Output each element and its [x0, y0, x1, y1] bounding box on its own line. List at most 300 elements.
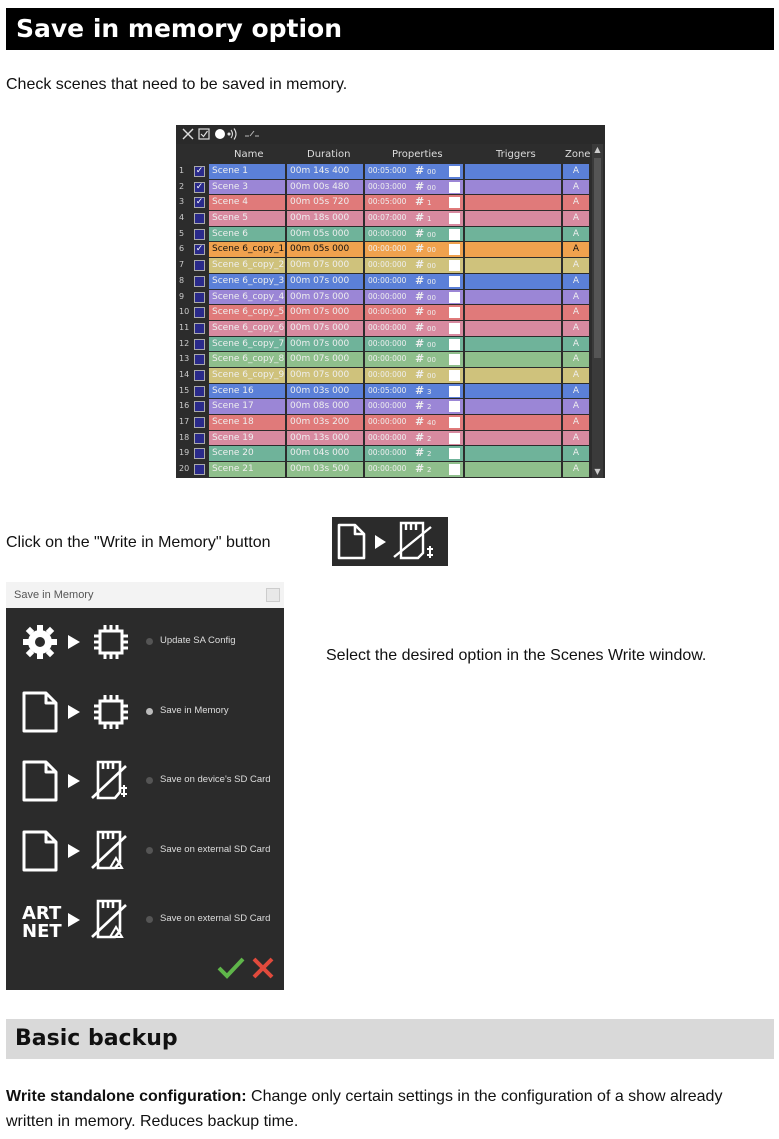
option-save-device-sd[interactable] [6, 752, 284, 812]
save-in-memory-dialog [6, 582, 284, 990]
scene-time: 00:03:000 [368, 181, 407, 191]
row-checkbox[interactable] [194, 213, 205, 224]
scene-duration[interactable]: 00m 08s 000 [287, 399, 363, 414]
hash-icon: # [415, 367, 425, 381]
hash-icon: # [415, 164, 425, 177]
scrollbar-thumb[interactable] [594, 158, 601, 358]
toggle-icon[interactable] [245, 131, 259, 136]
scene-properties[interactable] [365, 164, 463, 179]
artnet-icon: ART [22, 903, 62, 924]
hash-icon: # [415, 305, 425, 319]
scene-name[interactable]: Scene 20 [209, 446, 285, 461]
header-triggers[interactable]: Triggers [496, 149, 536, 160]
scene-triggers[interactable] [465, 368, 561, 383]
file-icon [24, 832, 56, 870]
scene-id: 1 [427, 199, 432, 208]
scene-zone[interactable]: A [563, 352, 589, 367]
color-swatch[interactable] [449, 276, 460, 287]
row-number: 8 [176, 274, 192, 289]
external-sd-icon [92, 901, 126, 937]
artnet-icon-bottom: NET [22, 921, 62, 942]
page-title: Save in memory option [6, 8, 774, 50]
scene-time: 00:00:000 [368, 354, 407, 364]
color-swatch[interactable] [449, 354, 460, 365]
hash-icon: # [415, 415, 425, 428]
color-swatch[interactable] [449, 417, 460, 428]
scene-zone[interactable]: A [563, 195, 589, 210]
hash-icon: # [415, 320, 425, 334]
scene-zone[interactable]: A [563, 337, 589, 352]
scene-triggers[interactable] [465, 462, 561, 477]
radio-save-device-sd[interactable] [146, 777, 153, 784]
scene-triggers[interactable] [465, 305, 561, 320]
color-swatch[interactable] [449, 166, 460, 177]
row-number: 9 [176, 290, 192, 305]
option-label: Save on device's SD Card [160, 774, 271, 785]
scene-id: 00 [427, 262, 436, 271]
table-row[interactable] [176, 462, 591, 478]
hash-icon: # [415, 336, 425, 350]
scene-triggers[interactable] [465, 399, 561, 414]
row-number: 11 [176, 321, 192, 336]
radio-save-external-sd[interactable] [146, 847, 153, 854]
header-zone[interactable]: Zone [565, 149, 591, 160]
color-swatch[interactable] [449, 244, 460, 255]
table-header [176, 144, 605, 164]
color-swatch[interactable] [449, 260, 460, 271]
scene-name[interactable]: Scene 1 [209, 164, 285, 179]
scene-id: 2 [427, 434, 432, 443]
scene-zone[interactable]: A [563, 415, 589, 430]
backup-description [6, 1084, 746, 1134]
scene-name[interactable]: Scene 18 [209, 415, 285, 430]
table-row[interactable] [176, 431, 591, 447]
scene-properties[interactable] [365, 399, 463, 414]
scene-triggers[interactable] [465, 321, 561, 336]
scene-zone[interactable]: A [563, 431, 589, 446]
scene-duration[interactable]: 00m 13s 000 [287, 431, 363, 446]
scene-zone[interactable]: A [563, 399, 589, 414]
radio-save-in-memory[interactable] [146, 708, 153, 715]
scene-name[interactable]: Scene 6_copy_9 [209, 368, 285, 383]
scene-zone[interactable]: A [563, 446, 589, 461]
scene-duration[interactable]: 00m 07s 000 [287, 290, 363, 305]
arrow-right-icon [68, 635, 80, 649]
row-number: 3 [176, 195, 192, 210]
color-swatch[interactable] [449, 292, 460, 303]
scene-id: 2 [427, 450, 432, 459]
row-number: 20 [176, 462, 192, 477]
table-row[interactable] [176, 211, 591, 227]
cancel-x-icon[interactable] [251, 956, 275, 980]
option-label: Save in Memory [160, 705, 229, 716]
color-swatch[interactable] [449, 197, 460, 208]
scene-id: 1 [427, 215, 432, 224]
table-row[interactable] [176, 274, 591, 290]
scene-zone[interactable]: A [563, 227, 589, 242]
row-checkbox[interactable] [194, 370, 205, 381]
hash-icon: # [415, 289, 425, 303]
write-in-memory-button[interactable] [332, 517, 448, 566]
scene-duration[interactable]: 00m 07s 000 [287, 352, 363, 367]
table-row[interactable] [176, 242, 591, 258]
confirm-check-icon[interactable] [216, 956, 246, 980]
table-row[interactable] [176, 258, 591, 274]
scene-id: 00 [427, 293, 436, 302]
scene-time: 00:05:000 [368, 166, 407, 175]
scene-duration[interactable]: 00m 04s 000 [287, 446, 363, 461]
scene-name[interactable]: Scene 4 [209, 195, 285, 210]
scene-name[interactable]: Scene 6_copy_5 [209, 305, 285, 320]
write-instruction: Click on the "Write in Memory" button [6, 534, 271, 551]
table-row[interactable] [176, 321, 591, 337]
row-checkbox[interactable] [194, 464, 205, 475]
table-body [176, 164, 591, 478]
scene-time: 00:00:000 [368, 244, 407, 254]
scene-name[interactable]: Scene 6_copy_7 [209, 337, 285, 352]
scene-properties[interactable] [365, 305, 463, 320]
scene-id: 00 [427, 168, 436, 176]
scene-duration[interactable]: 00m 03s 500 [287, 462, 363, 477]
hash-icon: # [415, 258, 425, 272]
backup-text: Change only certain settings in the configuration of a show already written in memory. Reduces backup time. [6, 1088, 723, 1130]
table-row[interactable] [176, 180, 591, 196]
section-heading: Basic backup [6, 1019, 774, 1059]
scene-triggers[interactable] [465, 274, 561, 289]
arrow-right-icon [68, 913, 80, 927]
scene-triggers[interactable] [465, 446, 561, 461]
scene-duration[interactable]: 00m 14s 400 [287, 164, 363, 179]
scene-duration[interactable]: 00m 03s 000 [287, 384, 363, 399]
scene-properties[interactable] [365, 258, 463, 273]
dialog-close-button[interactable] [266, 588, 280, 602]
scene-duration[interactable]: 00m 00s 480 [287, 180, 363, 195]
scene-properties[interactable] [365, 352, 463, 367]
sd-card-icon [92, 762, 127, 798]
scene-properties[interactable] [365, 446, 463, 461]
scene-triggers[interactable] [465, 352, 561, 367]
table-row[interactable] [176, 446, 591, 462]
hash-icon: # [415, 430, 425, 444]
scene-duration[interactable]: 00m 07s 000 [287, 258, 363, 273]
file-icon [24, 693, 56, 731]
scene-time: 00:00:000 [368, 322, 407, 332]
external-sd-icon [92, 832, 126, 868]
scene-properties[interactable] [365, 431, 463, 446]
scene-duration[interactable]: 00m 05s 720 [287, 195, 363, 210]
scene-name[interactable]: Scene 6 [209, 227, 285, 242]
color-swatch[interactable] [449, 213, 460, 224]
table-row[interactable] [176, 164, 591, 180]
arrow-right-icon [68, 844, 80, 858]
gear-icon [23, 625, 57, 659]
option-label: Update SA Config [160, 635, 236, 646]
row-number: 18 [176, 431, 192, 446]
row-number: 19 [176, 446, 192, 461]
scene-triggers[interactable] [465, 384, 561, 399]
scene-time: 00:00:000 [368, 275, 407, 285]
scene-properties[interactable] [365, 290, 463, 305]
row-checkbox[interactable] [194, 401, 205, 412]
scene-duration[interactable]: 00m 07s 000 [287, 337, 363, 352]
scene-time: 00:00:000 [368, 464, 407, 474]
scene-id: 00 [427, 183, 436, 192]
color-swatch[interactable] [449, 323, 460, 334]
row-checkbox[interactable] [194, 386, 205, 397]
row-checkbox[interactable] [194, 323, 205, 334]
row-checkbox[interactable] [194, 339, 205, 350]
scene-id: 00 [427, 371, 436, 380]
header-properties[interactable]: Properties [392, 149, 443, 160]
scene-id: 3 [427, 387, 432, 396]
row-checkbox[interactable] [194, 417, 205, 428]
scene-name[interactable]: Scene 21 [209, 462, 285, 477]
scene-name[interactable]: Scene 5 [209, 211, 285, 226]
scene-time: 00:05:000 [368, 197, 407, 207]
row-checkbox[interactable] [194, 433, 205, 444]
table-row[interactable] [176, 399, 591, 415]
table-toolbar [176, 125, 605, 144]
scene-time: 00:00:000 [368, 417, 407, 426]
scene-properties[interactable] [365, 180, 463, 195]
row-checkbox[interactable]: ✓ [195, 244, 204, 255]
row-checkbox[interactable]: ✓ [195, 166, 204, 176]
chip-icon [94, 695, 128, 729]
record-icon[interactable] [215, 129, 225, 139]
scene-properties[interactable] [365, 242, 463, 257]
scene-time: 00:05:000 [368, 385, 407, 395]
scene-name[interactable]: Scene 19 [209, 431, 285, 446]
hash-icon: # [415, 195, 425, 209]
scene-triggers[interactable] [465, 431, 561, 446]
option-label: Save on external SD Card [160, 913, 271, 924]
hash-icon: # [415, 462, 425, 476]
scene-triggers[interactable] [465, 180, 561, 195]
arrow-right-icon [375, 535, 386, 549]
header-duration[interactable]: Duration [307, 149, 351, 160]
scene-properties[interactable] [365, 227, 463, 242]
scene-zone[interactable]: A [563, 164, 589, 179]
scene-duration[interactable]: 00m 18s 000 [287, 211, 363, 226]
scene-name[interactable]: Scene 6_copy_1 [209, 242, 285, 257]
scene-name[interactable]: Scene 6_copy_2 [209, 258, 285, 273]
color-swatch[interactable] [449, 229, 460, 240]
hash-icon: # [415, 179, 425, 193]
hash-icon: # [415, 211, 425, 225]
scene-time: 00:00:000 [368, 448, 407, 458]
dialog-title: Save in Memory [6, 582, 284, 608]
scene-duration[interactable]: 00m 07s 000 [287, 274, 363, 289]
hash-icon: # [415, 446, 425, 460]
scene-id: 2 [427, 403, 432, 412]
row-number: 13 [176, 352, 192, 367]
scene-properties[interactable] [365, 337, 463, 352]
scene-name[interactable]: Scene 6_copy_3 [209, 274, 285, 289]
row-number: 10 [176, 305, 192, 320]
scene-zone[interactable]: A [563, 321, 589, 336]
table-row[interactable] [176, 384, 591, 400]
row-checkbox[interactable]: ✓ [195, 181, 204, 192]
color-swatch[interactable] [449, 464, 460, 475]
table-row[interactable] [176, 368, 591, 384]
arrow-right-icon [68, 705, 80, 719]
scene-id: 00 [427, 356, 436, 365]
row-number: 12 [176, 337, 192, 352]
scene-zone[interactable]: A [563, 211, 589, 226]
intro-text: Check scenes that need to be saved in memory. [6, 76, 348, 93]
signal-icon[interactable] [228, 129, 236, 140]
scene-name[interactable]: Scene 16 [209, 384, 285, 399]
row-checkbox[interactable] [194, 354, 205, 365]
scene-properties[interactable] [365, 415, 463, 430]
table-row[interactable] [176, 305, 591, 321]
row-number: 14 [176, 368, 192, 383]
radio-save-external-sd-artnet[interactable] [146, 916, 153, 923]
scene-zone[interactable]: A [563, 258, 589, 273]
scene-zone[interactable]: A [563, 462, 589, 477]
select-instruction: Select the desired option in the Scenes Write window. [326, 647, 707, 664]
hash-icon: # [415, 226, 425, 240]
row-checkbox[interactable] [194, 260, 205, 271]
scroll-up-icon[interactable]: ▲ [594, 145, 601, 154]
row-checkbox[interactable] [194, 292, 205, 303]
scene-zone[interactable]: A [563, 274, 589, 289]
scroll-down-icon[interactable]: ▼ [594, 467, 601, 476]
file-icon [339, 525, 364, 558]
row-number: 17 [176, 415, 192, 430]
color-swatch[interactable] [449, 401, 460, 412]
hash-icon: # [415, 383, 425, 397]
table-row[interactable] [176, 195, 591, 211]
row-number: 15 [176, 384, 192, 399]
color-swatch[interactable] [449, 448, 460, 459]
scene-zone[interactable]: A [563, 242, 589, 257]
scene-triggers[interactable] [465, 258, 561, 273]
scene-zone[interactable]: A [563, 290, 589, 305]
table-row[interactable] [176, 290, 591, 306]
scene-duration[interactable]: 00m 05s 000 [287, 242, 363, 257]
scene-triggers[interactable] [465, 242, 561, 257]
close-icon[interactable] [183, 129, 193, 139]
checkbox-icon[interactable] [199, 129, 209, 139]
hash-icon: # [415, 352, 425, 366]
scene-duration[interactable]: 00m 07s 000 [287, 321, 363, 336]
option-label: Save on external SD Card [160, 844, 271, 855]
row-number: 2 [176, 180, 192, 195]
scene-time: 00:00:000 [368, 228, 407, 238]
row-number: 7 [176, 258, 192, 273]
scene-triggers[interactable] [465, 290, 561, 305]
scene-triggers[interactable] [465, 337, 561, 352]
table-scrollbar[interactable] [592, 144, 603, 478]
scene-properties[interactable] [365, 321, 463, 336]
row-checkbox[interactable] [194, 276, 205, 287]
color-swatch[interactable] [449, 182, 460, 193]
row-checkbox[interactable] [194, 307, 205, 318]
row-number: 5 [176, 227, 192, 242]
color-swatch[interactable] [449, 386, 460, 397]
row-checkbox[interactable]: ✓ [195, 197, 204, 208]
sd-card-icon [394, 523, 433, 558]
hash-icon: # [415, 273, 425, 287]
scene-properties[interactable] [365, 368, 463, 383]
scene-duration[interactable]: 00m 07s 000 [287, 368, 363, 383]
scene-triggers[interactable] [465, 415, 561, 430]
scene-zone[interactable]: A [563, 180, 589, 195]
row-number: 1 [176, 164, 192, 179]
scenes-table [176, 125, 605, 478]
scene-name[interactable]: Scene 17 [209, 399, 285, 414]
header-name[interactable]: Name [234, 149, 264, 160]
scene-name[interactable]: Scene 3 [209, 180, 285, 195]
scene-properties[interactable] [365, 274, 463, 289]
color-swatch[interactable] [449, 433, 460, 444]
table-row[interactable] [176, 337, 591, 353]
hash-icon: # [415, 242, 425, 256]
option-save-in-memory[interactable] [6, 683, 284, 743]
scene-id: 00 [427, 277, 436, 286]
table-row[interactable] [176, 352, 591, 368]
scene-id: 40 [427, 419, 436, 427]
scene-id: 00 [427, 246, 436, 255]
color-swatch[interactable] [449, 339, 460, 350]
scene-properties[interactable] [365, 384, 463, 399]
scene-triggers[interactable] [465, 164, 561, 179]
row-number: 6 [176, 242, 192, 257]
scene-zone[interactable]: A [563, 305, 589, 320]
scene-zone[interactable]: A [563, 368, 589, 383]
scene-properties[interactable] [365, 462, 463, 477]
arrow-right-icon [68, 774, 80, 788]
row-number: 16 [176, 399, 192, 414]
scene-duration[interactable]: 00m 05s 000 [287, 227, 363, 242]
backup-term: Write standalone configuration: [6, 1088, 247, 1105]
scene-time: 00:00:000 [368, 401, 407, 411]
scene-name[interactable]: Scene 6_copy_4 [209, 290, 285, 305]
scene-name[interactable]: Scene 6_copy_8 [209, 352, 285, 367]
chip-icon [94, 625, 128, 659]
table-row[interactable] [176, 415, 591, 431]
table-row[interactable] [176, 227, 591, 243]
option-update-sa-config[interactable] [6, 614, 284, 674]
scene-properties[interactable] [365, 211, 463, 226]
row-checkbox[interactable] [194, 229, 205, 240]
scene-duration[interactable]: 00m 07s 000 [287, 305, 363, 320]
scene-time: 00:00:000 [368, 338, 407, 348]
scene-properties[interactable] [365, 195, 463, 210]
radio-update-sa-config[interactable] [146, 638, 153, 645]
scene-triggers[interactable] [465, 227, 561, 242]
file-icon [24, 762, 56, 800]
scene-zone[interactable]: A [563, 384, 589, 399]
scene-duration[interactable]: 00m 03s 200 [287, 415, 363, 430]
scene-time: 00:00:000 [368, 432, 407, 442]
scene-time: 00:00:000 [368, 291, 407, 301]
row-checkbox[interactable] [194, 448, 205, 459]
scene-id: 2 [427, 466, 432, 475]
scene-id: 00 [427, 340, 436, 349]
scene-id: 00 [427, 324, 436, 333]
option-save-external-sd-artnet[interactable] [6, 891, 284, 951]
option-save-external-sd[interactable] [6, 822, 284, 882]
hash-icon: # [415, 399, 425, 413]
color-swatch[interactable] [449, 307, 460, 318]
color-swatch[interactable] [449, 370, 460, 381]
scene-time: 00:07:000 [368, 213, 407, 223]
scene-triggers[interactable] [465, 195, 561, 210]
scene-triggers[interactable] [465, 211, 561, 226]
scene-name[interactable]: Scene 6_copy_6 [209, 321, 285, 336]
